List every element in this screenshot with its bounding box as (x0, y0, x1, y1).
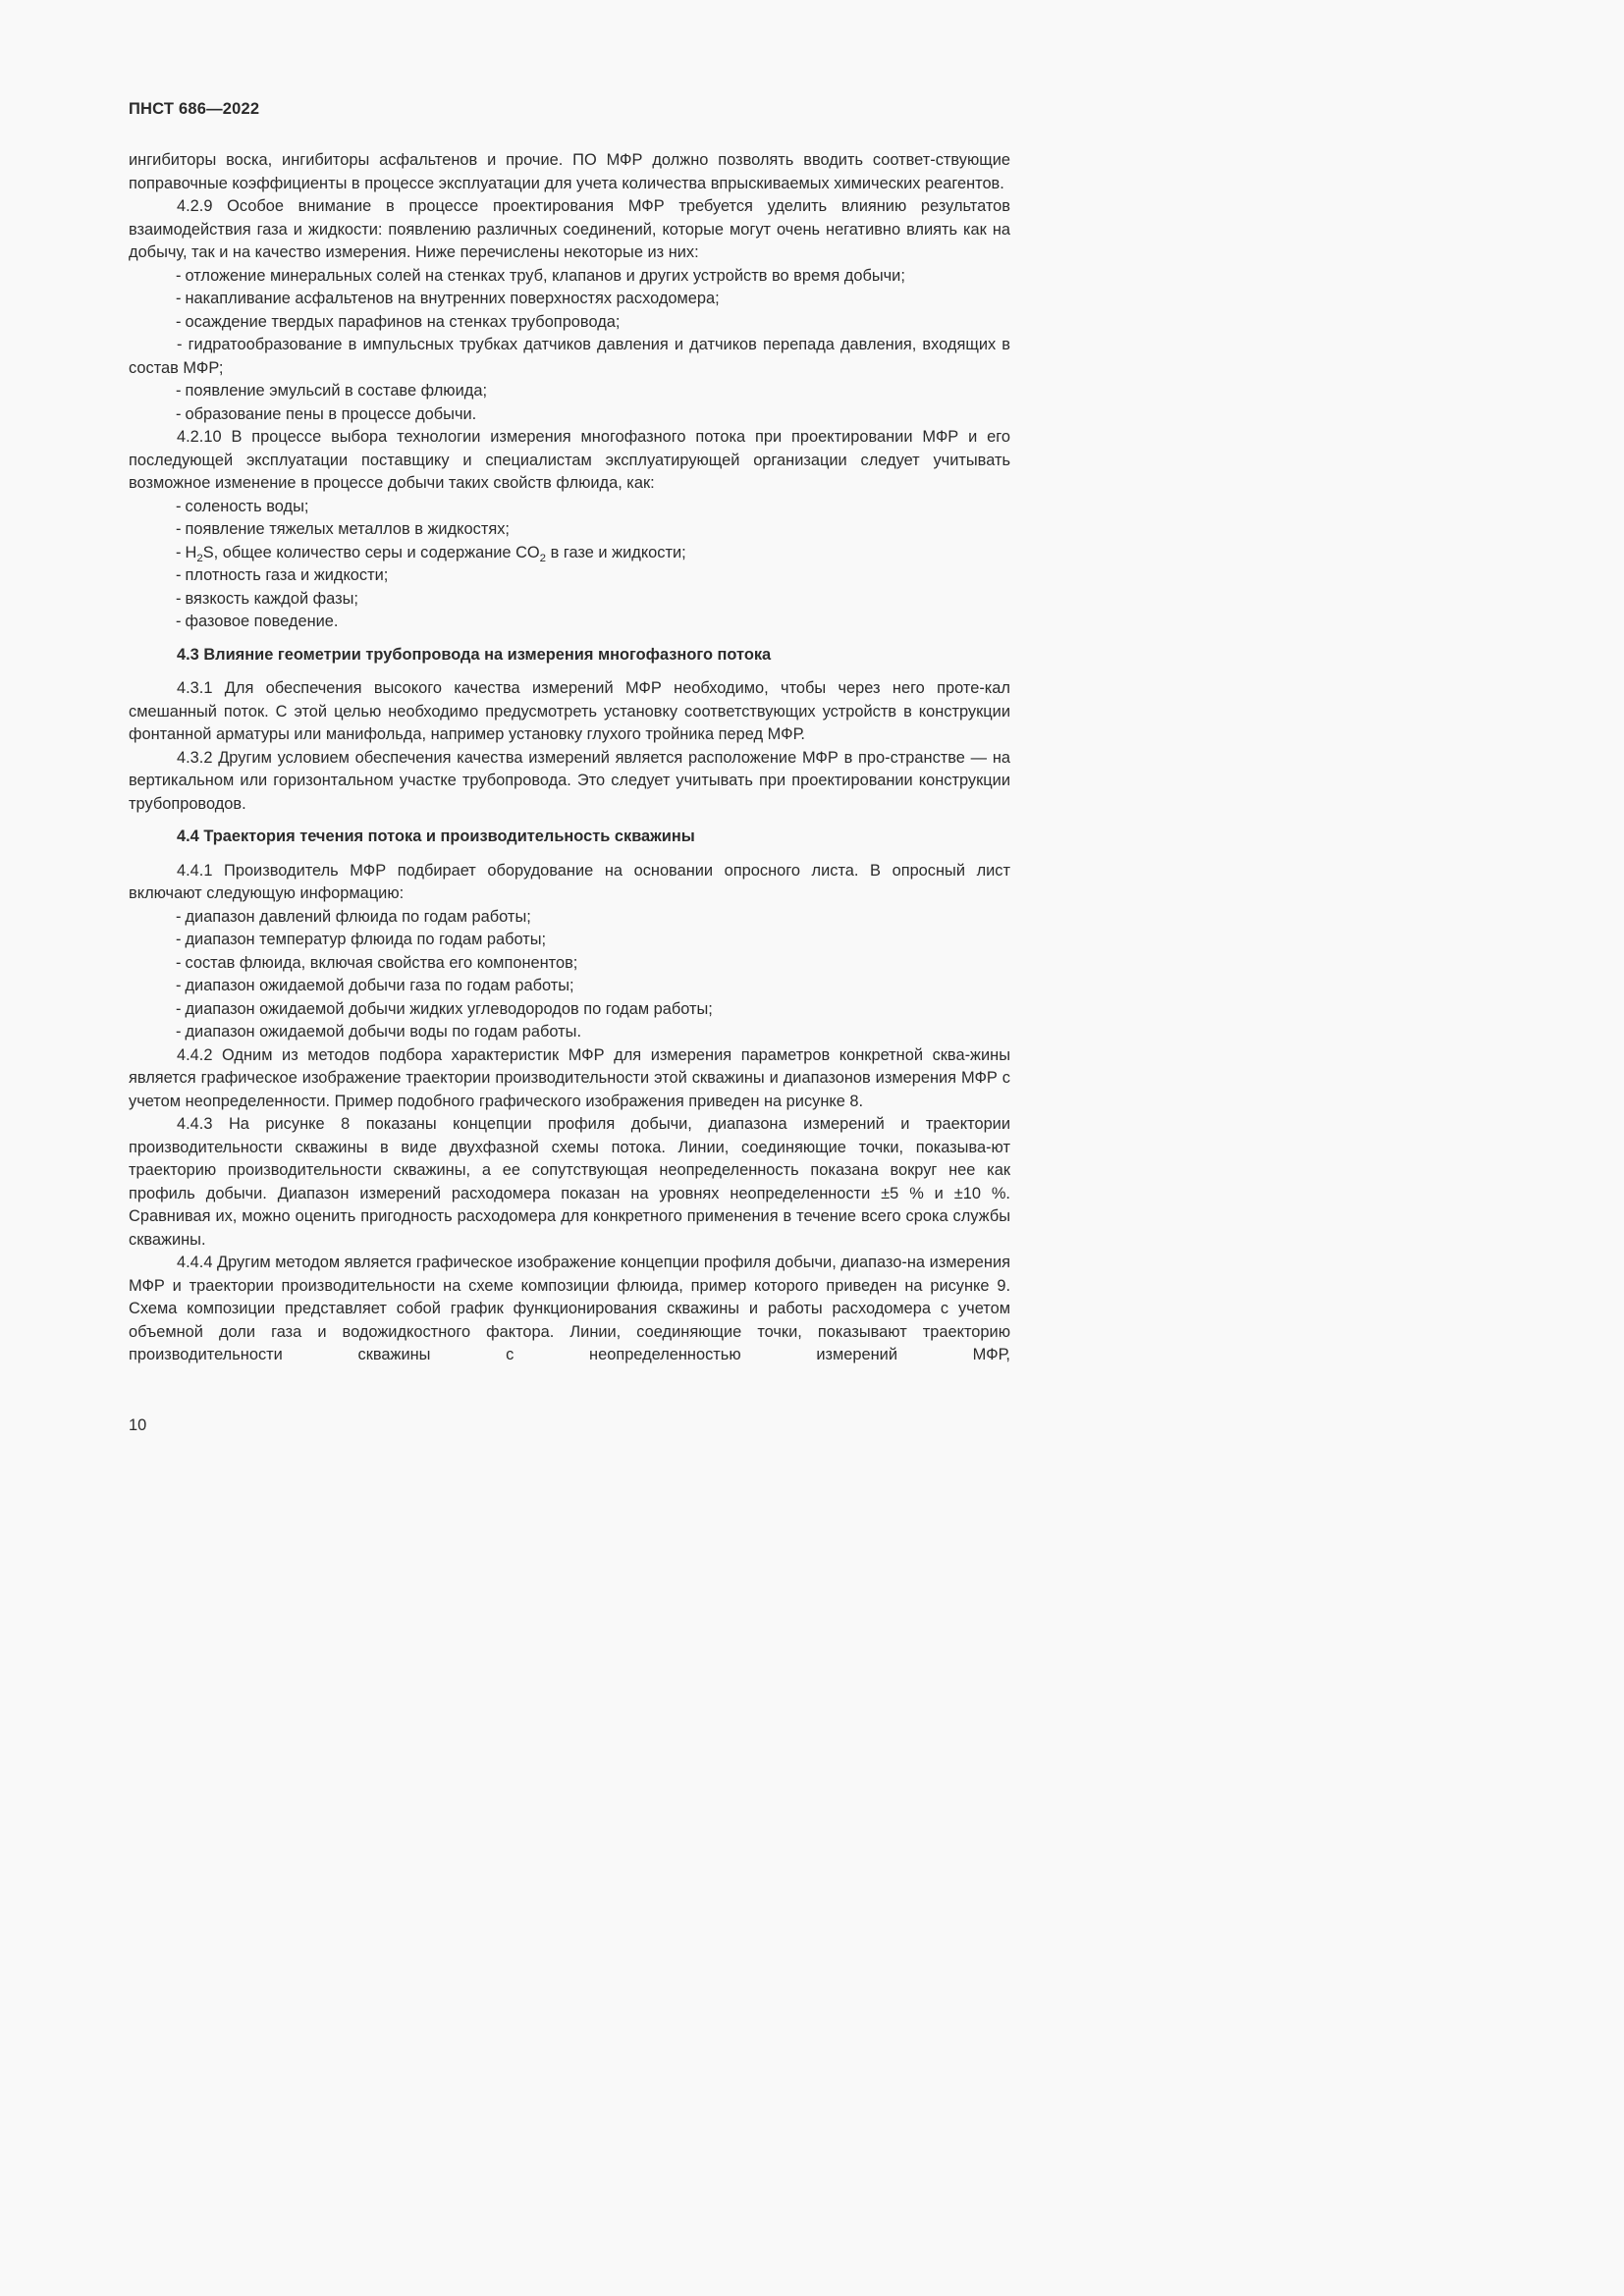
list-item (129, 929, 1010, 952)
list-dash: - (176, 1023, 182, 1041)
list-dash: - (176, 977, 182, 994)
list-item (129, 952, 1010, 976)
list-item-text: диапазон температур флюида по годам работы; (185, 931, 547, 948)
list-dash: - (176, 953, 182, 972)
list-item (129, 588, 1010, 612)
list-item (129, 403, 1010, 427)
subscript: 2 (539, 552, 547, 564)
list-dash: - (176, 999, 182, 1018)
list-item (129, 265, 1010, 289)
list-dash: - (176, 543, 182, 561)
list-item (129, 998, 1010, 1022)
list-item-text: соленость воды; (185, 497, 309, 515)
list-dash: - (176, 497, 182, 515)
paragraph: 4.3.1 Для обеспечения высокого качества измерений МФР необходимо, чтобы через него проте-кал смешанный поток. С этой целью необходимо предусмотреть установку соответствующих устройств в конструкции фонтанной арматуры или манифольда, например установку глухого тройника перед МФР. (129, 679, 1010, 743)
paragraph: ингибиторы воска, ингибиторы асфальтенов и прочие. ПО МФР должно позволять вводить соответ-ствующие поправочные коэффициенты в процессе эксплуатации для учета количества впрыскиваемых химических реагентов. (129, 151, 1010, 192)
list-item (129, 311, 1010, 335)
list-item-text: накапливание асфальтенов на внутренних поверхностях расходомера; (185, 290, 720, 307)
section-heading: 4.4 Траектория течения потока и производительность скважины (177, 828, 695, 845)
paragraph: 4.2.10 В процессе выбора технологии измерения многофазного потока при проектировании МФР и его последующей эксплуатации поставщику и специалистам эксплуатирующей организации следует учитывать возможное изменение в процессе добычи таких свойств флюида, как: (129, 428, 1010, 492)
list-item-text: вязкость каждой фазы; (185, 589, 358, 608)
list-dash: - (176, 520, 182, 538)
list-item-text: плотность газа и жидкости; (185, 566, 389, 584)
list-dash: - (176, 404, 182, 423)
list-item-text: образование пены в процессе добычи. (185, 404, 477, 423)
list-item-text: диапазон давлений флюида по годам работы; (185, 907, 531, 926)
list-dash: - (176, 589, 182, 608)
list-item-text: появление эмульсий в составе флюида; (185, 382, 487, 400)
list-dash: - (176, 566, 182, 584)
list-item-text: диапазон ожидаемой добычи воды по годам работы. (185, 1023, 582, 1041)
list-item-text: S, общее количество серы и содержание CO (202, 543, 540, 561)
list-item-text: фазовое поведение. (185, 613, 339, 630)
document-header: ПНСТ 686—2022 (129, 100, 260, 118)
list-item-text: диапазон ожидаемой добычи газа по годам работы; (185, 977, 574, 994)
paragraph: 4.4.1 Производитель МФР подбирает оборудование на основании опросного листа. В опросный лист включают следующую информацию: (129, 861, 1010, 902)
list-item (129, 496, 1010, 519)
section-heading: 4.3 Влияние геометрии трубопровода на измерения многофазного потока (177, 645, 772, 664)
list-item (129, 380, 1010, 403)
list-dash: - (176, 266, 182, 285)
list-dash: - (176, 290, 182, 307)
document-body (129, 149, 1010, 1367)
list-dash: - (176, 931, 182, 948)
list-item (129, 1021, 1010, 1044)
paragraph: 4.4.3 На рисунке 8 показаны концепции профиля добычи, диапазона измерений и траектории производительности скважины в виде двухфазной схемы потока. Линии, соединяющие точки, показыва-ют траекторию производительности скважины, а ее сопутствующая неопределенность показана вокруг нее как профиль добычи. Диапазон измерений расходомера показан на уровнях неопределенности ±5 % и ±10 %. Сравнивая их, можно оценить пригодность расходомера для конкретного применения в течение всего срока службы скважины. (129, 1115, 1010, 1249)
paragraph: - гидратообразование в импульсных трубках датчиков давления и датчиков перепада давления, входящих в состав МФР; (129, 336, 1010, 377)
paragraph: 4.3.2 Другим условием обеспечения качества измерений является расположение МФР в про-странстве — на вертикальном или горизонтальном участке трубопровода. Это следует учитывать при проектировании конструкции трубопроводов. (129, 748, 1010, 813)
list-item (129, 975, 1010, 998)
subscript: 2 (196, 552, 203, 564)
list-item-text: в газе и жидкости; (546, 543, 686, 561)
list-item (129, 611, 1010, 634)
list-item-text: появление тяжелых металлов в жидкостях; (185, 520, 510, 538)
paragraph: 4.4.4 Другим методом является графическое изображение концепции профиля добычи, диапазо-на измерения МФР и траектории производительности на схеме композиции флюида, пример которого приведен на рисунке 9. Схема композиции представляет собой график функционирования скважины и работы расходомера с учетом объемной доли газа и водожидкостного фактора. Линии, соединяющие точки, показывают траекторию производительности скважины с неопределенностью измерений МФР, (129, 1254, 1010, 1363)
list-item-text: отложение минеральных солей на стенках труб, клапанов и других устройств во время добычи; (185, 266, 905, 285)
list-item (129, 288, 1010, 311)
list-dash: - (176, 613, 182, 630)
list-dash: - (176, 907, 182, 926)
list-dash: - (176, 382, 182, 400)
list-item (129, 542, 1010, 565)
page-number: 10 (129, 1416, 147, 1434)
formula-h: H (185, 543, 197, 561)
list-item-text: диапазон ожидаемой добычи жидких углеводородов по годам работы; (185, 999, 713, 1018)
list-item-text: осаждение твердых парафинов на стенках трубопровода; (185, 312, 621, 331)
paragraph: 4.4.2 Одним из методов подбора характеристик МФР для измерения параметров конкретной сква-жины является графическое изображение траектории производительности этой скважины и диапазонов измерения МФР с учетом неопределенности. Пример подобного графического изображения приведен на рисунке 8. (129, 1045, 1010, 1110)
list-item (129, 518, 1010, 542)
list-dash: - (176, 312, 182, 331)
list-item (129, 906, 1010, 930)
list-item (129, 564, 1010, 588)
paragraph: 4.2.9 Особое внимание в процессе проектирования МФР требуется уделить влиянию результатов взаимодействия газа и жидкости: появлению различных соединений, которые могут очень негативно влиять как на добычу, так и на качество измерения. Ниже перечислены некоторые из них: (129, 197, 1010, 261)
list-item-text: состав флюида, включая свойства его компонентов; (185, 953, 578, 972)
